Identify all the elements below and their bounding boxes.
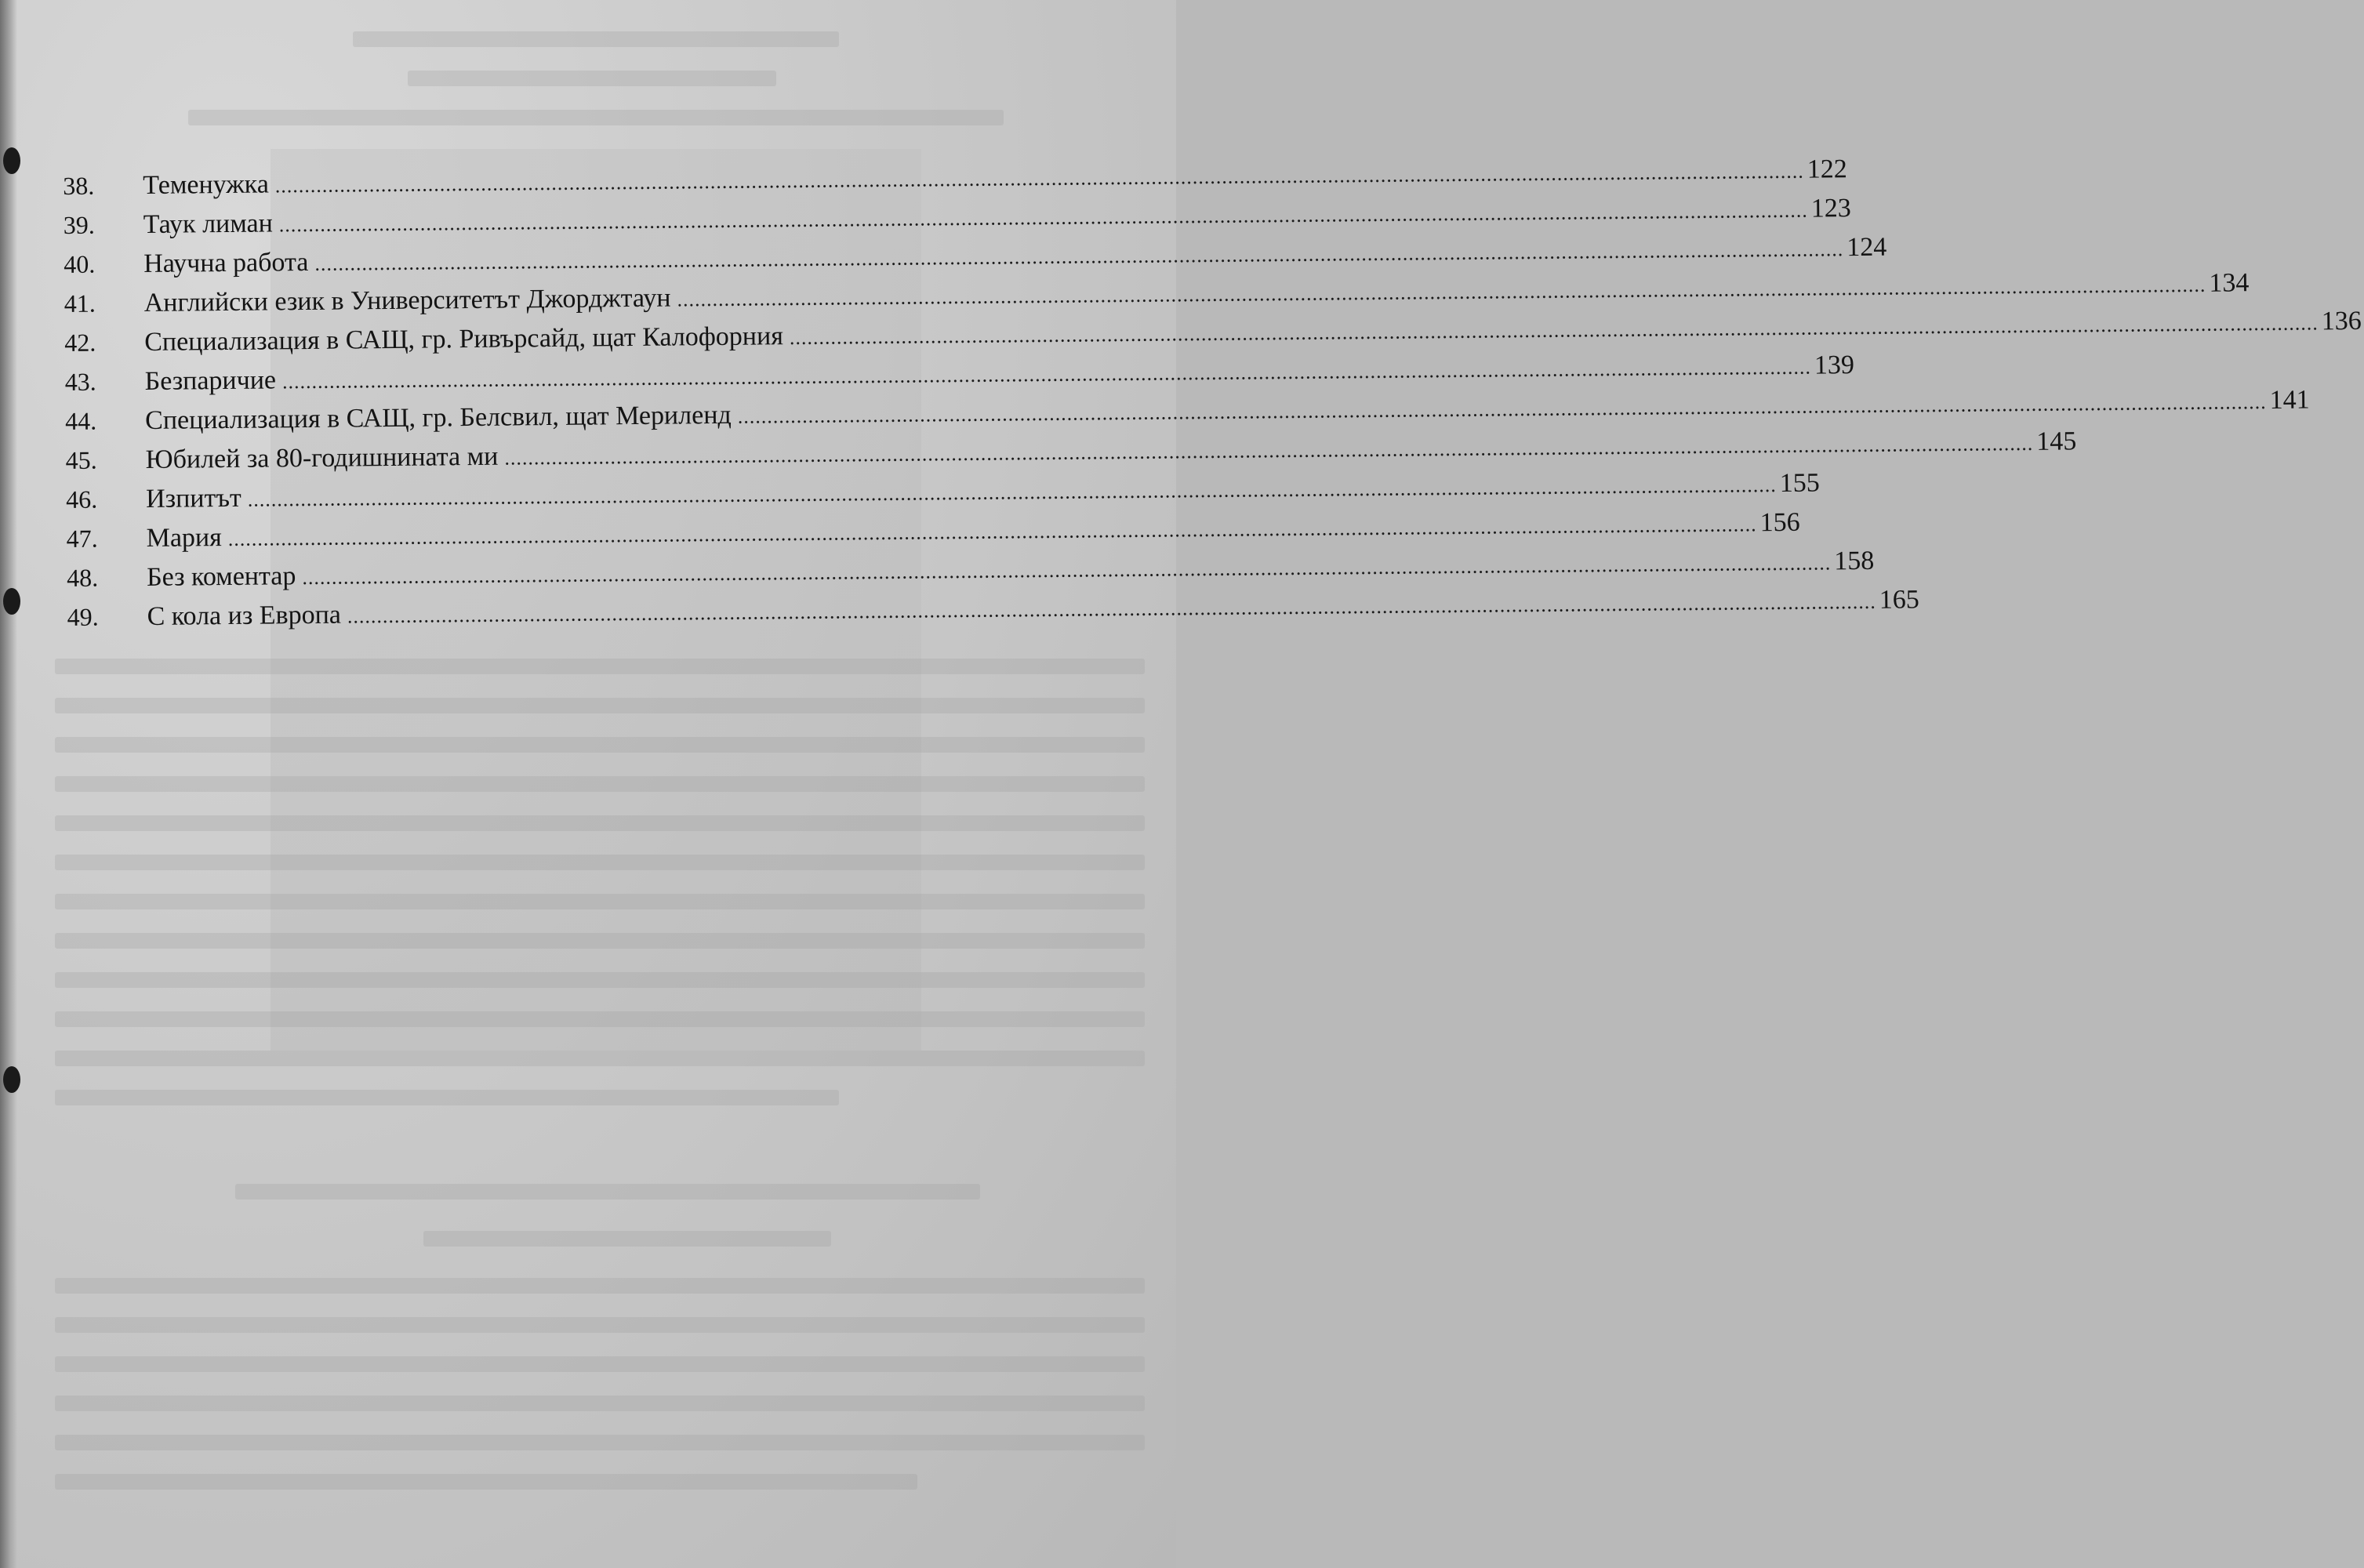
toc-entry-page-number: 134 <box>2209 268 2250 298</box>
toc-dot-leader: .................................................................................................................................................................................................................................................................... <box>737 390 2267 428</box>
page-edge-shadow <box>0 0 17 1568</box>
toc-entry-page-number: 136 <box>2321 306 2362 336</box>
toc-entry-page-number: 158 <box>1834 546 1875 576</box>
toc-entry-number: 39. <box>63 210 95 239</box>
bleed-through-line <box>423 1231 831 1247</box>
toc-entry-number: 45. <box>65 445 97 474</box>
toc-entry-page-number: 141 <box>2269 385 2310 415</box>
bleed-through-line <box>55 1090 839 1105</box>
toc-dot-leader: .................................................................................................................................................................................................................................................................... <box>314 238 1844 275</box>
bleed-through-line <box>55 1051 1145 1066</box>
toc-entry-title: Специализация в САЩ, гр. Белсвил, щат Мериленд <box>145 400 732 436</box>
bleed-through-line <box>55 737 1145 753</box>
bleed-through-line <box>55 894 1145 909</box>
bleed-through-line <box>55 1317 1145 1333</box>
toc-dot-leader: .................................................................................................................................................................................................................................................................... <box>504 431 2034 470</box>
bleed-through-line <box>55 1278 1145 1294</box>
toc-entry-title: Таук лиман <box>143 209 274 240</box>
toc-entry-number: 44. <box>65 406 97 435</box>
bleed-through-line <box>353 31 839 47</box>
toc-entry-page-number: 139 <box>1814 350 1855 380</box>
toc-dot-leader: .................................................................................................................................................................................................................................................................... <box>274 159 1804 198</box>
bleed-through-line <box>55 1356 1145 1372</box>
toc-entry-number: 46. <box>65 485 98 514</box>
bleed-through-line <box>55 1435 1145 1450</box>
bleed-through-line <box>55 659 1145 674</box>
toc-dot-leader: .................................................................................................................................................................................................................................................................... <box>278 198 1808 237</box>
toc-dot-leader: .................................................................................................................................................................................................................................................................... <box>281 355 1812 394</box>
toc-entry-number: 40. <box>64 249 96 278</box>
toc-dot-leader: .................................................................................................................................................................................................................................................................... <box>789 311 2319 350</box>
bleed-through-line <box>188 110 1004 125</box>
bleed-through-line <box>235 1184 980 1200</box>
bleed-through-line <box>55 815 1145 831</box>
bleed-through-line <box>55 1011 1145 1027</box>
toc-entry-page-number: 165 <box>1879 585 1919 615</box>
toc-entry-page-number: 122 <box>1807 154 1847 184</box>
toc-entry-title: Мария <box>146 523 222 553</box>
binding-hole <box>3 1066 20 1093</box>
toc-entry-title: Безпаричие <box>144 365 277 397</box>
toc-entry-number: 38. <box>63 171 95 200</box>
toc-entry-page-number: 156 <box>1759 507 1800 538</box>
toc-entry-title: Без коментар <box>146 561 296 592</box>
toc-entry-title: Юбилей за 80-годишнината ми <box>145 441 499 475</box>
toc-entry-number: 49. <box>67 602 99 631</box>
binding-hole <box>3 588 20 615</box>
bleed-through-line <box>408 71 776 86</box>
toc-dot-leader: .................................................................................................................................................................................................................................................................... <box>302 551 1832 590</box>
binding-hole <box>3 147 20 174</box>
toc-dot-leader: .................................................................................................................................................................................................................................................................... <box>227 513 1757 550</box>
toc-entry-title: С кола из Европа <box>147 600 342 631</box>
table-of-contents <box>63 151 2362 631</box>
toc-entry-title: Английски език в Университетът Джорджтаун <box>143 283 671 318</box>
toc-entry-number: 43. <box>64 367 96 396</box>
toc-dot-leader: .................................................................................................................................................................................................................................................................... <box>247 474 1777 511</box>
bleed-through-line <box>55 776 1145 792</box>
bleed-through-line <box>55 855 1145 870</box>
toc-entry-page-number: 124 <box>1847 232 1887 263</box>
toc-entry-page-number: 145 <box>2036 426 2077 456</box>
toc-dot-leader: .................................................................................................................................................................................................................................................................... <box>677 273 2206 311</box>
toc-dot-leader: .................................................................................................................................................................................................................................................................... <box>347 590 1876 628</box>
toc-entry-page-number: 155 <box>1779 468 1820 498</box>
toc-entry-number: 41. <box>64 289 96 318</box>
toc-entry-number: 47. <box>66 524 98 553</box>
bleed-through-line <box>55 698 1145 713</box>
bleed-through-line <box>55 933 1145 949</box>
bleed-through-line <box>55 1474 917 1490</box>
toc-entry-title: Теменужка <box>143 169 269 201</box>
toc-entry-title: Изпитът <box>145 483 242 514</box>
toc-entry-page-number: 123 <box>1810 194 1851 223</box>
bleed-through-line <box>55 972 1145 988</box>
toc-entry-title: Научна работа <box>143 247 309 279</box>
toc-entry-number: 48. <box>66 563 99 592</box>
toc-entry-number: 42. <box>64 328 96 357</box>
toc-entry-title: Специализация в САЩ, гр. Ривърсайд, щат Калофорния <box>144 321 784 358</box>
bleed-through-line <box>55 1396 1145 1411</box>
